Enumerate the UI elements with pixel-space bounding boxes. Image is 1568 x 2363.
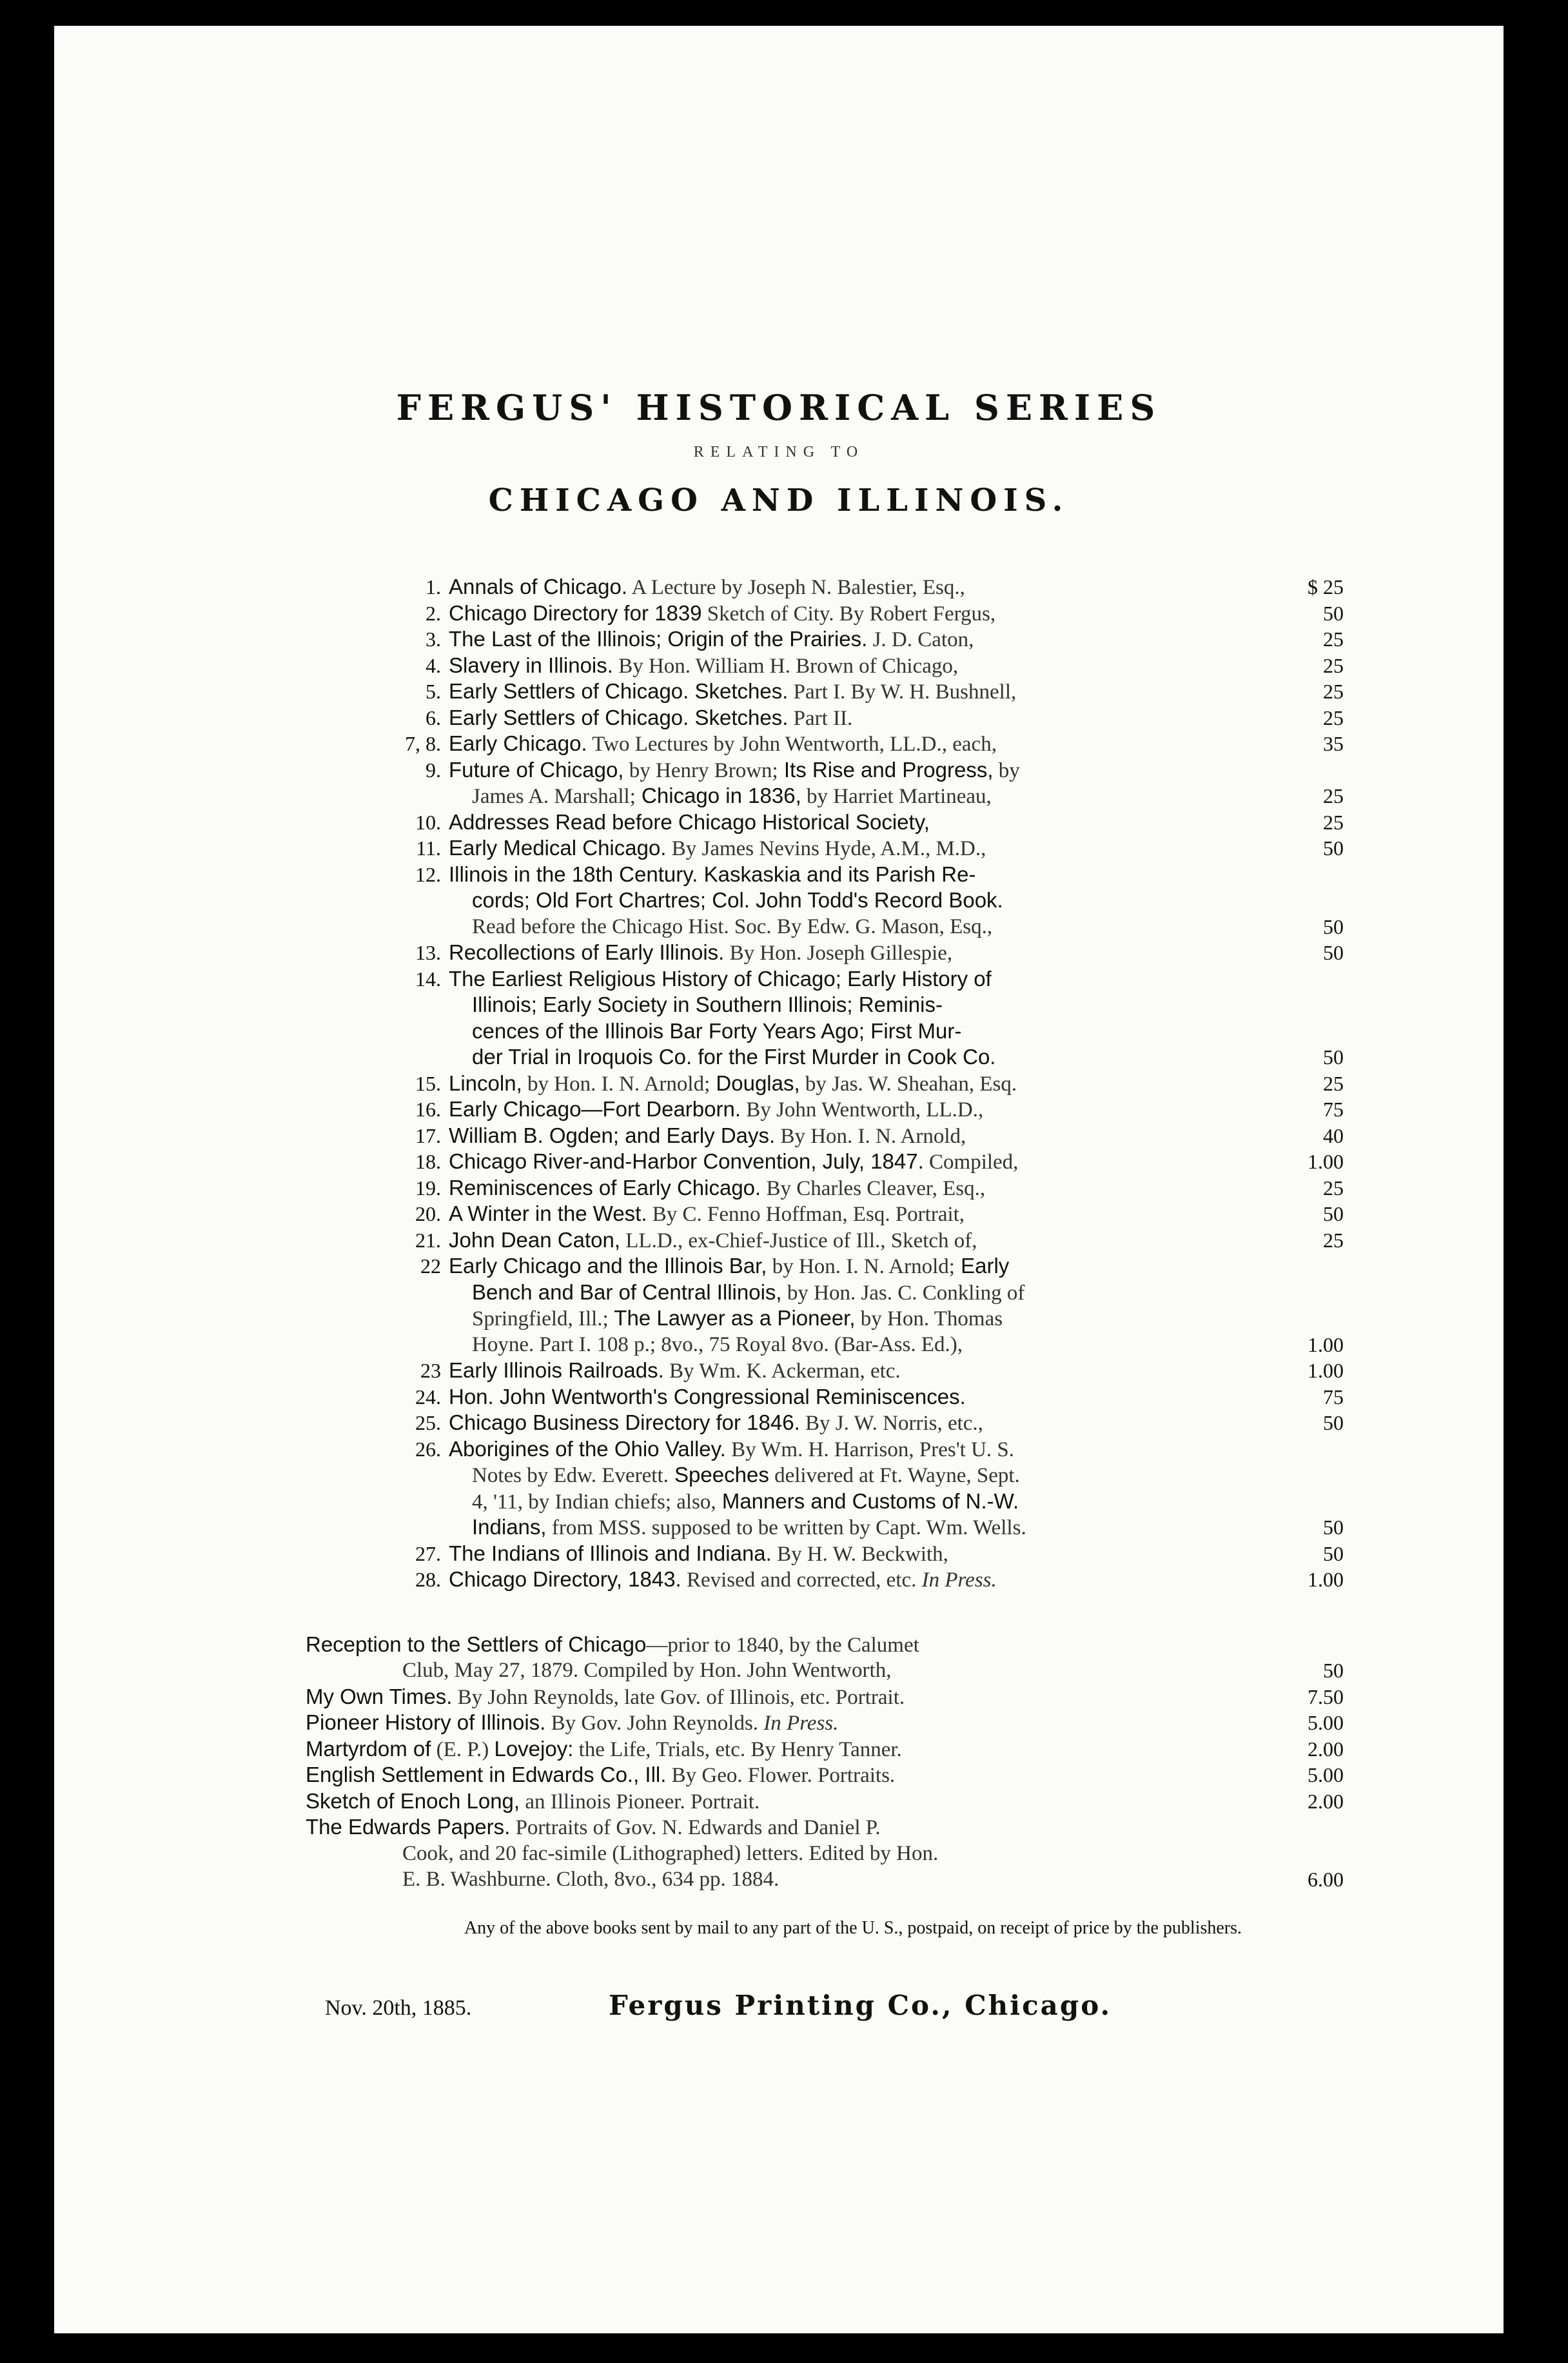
entry-line (449, 1096, 983, 1123)
book-detail-text: Two Lectures by John Wentworth, LL.D., each, (587, 733, 997, 756)
footer-publisher: Fergus Printing Co., Chicago. (609, 1989, 1112, 2021)
price: 50 (1323, 1045, 1344, 1069)
entry-line (306, 1710, 838, 1736)
book-detail-text: By Geo. Flower. Portraits. (666, 1764, 896, 1787)
book-detail-text: By Hon. Joseph Gillespie, (724, 942, 953, 965)
entry-line (449, 1358, 901, 1384)
book-title-text: Chicago Directory, 1843. (449, 1567, 681, 1591)
book-detail-text: By Hon. I. N. Arnold, (775, 1124, 966, 1148)
entry-line (306, 1762, 895, 1788)
book-detail-text: By James Nevins Hyde, A.M., M.D., (666, 837, 986, 860)
price: 1.00 (1308, 1332, 1344, 1356)
book-title-text: Lincoln, (449, 1071, 522, 1095)
book-title-text: Illinois in the 18th Century. Kaskaskia and its Parish Re- (449, 862, 976, 886)
entry-line (449, 1384, 966, 1410)
item-number: 3. (426, 628, 441, 651)
book-title-text: Early Settlers of Chicago. Sketches. (449, 705, 789, 729)
book-detail-text: by Harriet Martineau, (801, 785, 992, 808)
series-region-title: CHICAGO AND ILLINOIS. (488, 482, 1070, 519)
book-detail-text: By Hon. William H. Brown of Chicago, (612, 654, 959, 678)
book-detail-text: the Life, Trials, etc. By Henry Tanner. (573, 1737, 902, 1761)
book-detail-text: By John Reynolds, late Gov. of Illinois, etc. Portrait. (452, 1685, 905, 1709)
book-title-text: Chicago in 1836, (635, 784, 801, 807)
price: 5.00 (1308, 1763, 1344, 1786)
price: 2.00 (1308, 1737, 1344, 1761)
book-title-text: A Winter in the West. (449, 1201, 647, 1225)
book-detail-text: Cook, and 20 fac-simile (Lithographed) letters. Edited by Hon. (402, 1841, 939, 1865)
book-title-text: Its Rise and Progress, (778, 757, 994, 782)
item-number: 7, 8. (405, 732, 441, 755)
entry-line (449, 1436, 1014, 1463)
book-title-text: cords; Old Fort Chartres; Col. John Todd's Record Book. (472, 888, 1003, 912)
book-title-text: The Last of the Illinois; Origin of the Prairies. (449, 627, 868, 651)
price: 40 (1323, 1123, 1344, 1147)
book-detail-text: by Hon. I. N. Arnold; (522, 1072, 710, 1096)
item-number: 1. (426, 575, 441, 598)
book-title-text: der Trial in Iroquois Co. for the First Murder in Cook Co. (472, 1045, 996, 1069)
book-title-text: Chicago Business Directory for 1846. (449, 1410, 800, 1434)
footer-date: Nov. 20th, 1885. (325, 1995, 472, 2020)
item-number: 16. (415, 1098, 441, 1121)
item-number: 4. (426, 653, 441, 677)
book-title-text: John Dean Caton, (449, 1227, 621, 1252)
entry-line (472, 1488, 1019, 1515)
item-number: 13. (415, 941, 441, 964)
price: 25 (1323, 653, 1344, 677)
book-title-text: The Edwards Papers. (306, 1815, 511, 1839)
book-title-text: Chicago Directory for 1839 (449, 600, 702, 625)
book-title-text: Reminiscences of Early Chicago. (449, 1175, 761, 1200)
price: 50 (1323, 1516, 1344, 1539)
series-title: FERGUS' HISTORICAL SERIES (396, 387, 1162, 428)
book-title-text: Early Medical Chicago. (449, 836, 667, 860)
item-number: 21. (415, 1228, 441, 1252)
price: 7.50 (1308, 1685, 1344, 1708)
price: 6.00 (1308, 1868, 1344, 1891)
entry-line (449, 1253, 1009, 1280)
entry-line (472, 1018, 961, 1045)
book-detail-text: E. B. Washburne. Cloth, 8vo., 634 pp. 1884. (402, 1868, 779, 1891)
book-detail-text: Revised and corrected, etc. (681, 1568, 922, 1592)
entry-line (449, 940, 952, 966)
book-detail-text: 4, '11, by Indian chiefs; also, (472, 1490, 716, 1514)
item-number: 14. (415, 967, 441, 991)
book-detail-text: Springfield, Ill.; (472, 1307, 609, 1330)
book-title-text: Recollections of Early Illinois. (449, 940, 725, 964)
item-number: 12. (415, 862, 441, 886)
book-title-text: Future of Chicago, (449, 757, 624, 782)
price: 25 (1323, 1176, 1344, 1200)
entry-line (449, 1201, 965, 1227)
book-title-text: Bench and Bar of Central Illinois, (472, 1280, 782, 1304)
entry-line (449, 600, 995, 627)
price: 2.00 (1308, 1789, 1344, 1813)
price: 50 (1323, 1411, 1344, 1434)
catalogue-page (54, 26, 1504, 2333)
book-detail-text: by Hon. Thomas (855, 1307, 1003, 1330)
entry-line (449, 1123, 966, 1149)
book-detail-text: Part II. (788, 706, 853, 730)
price: 35 (1323, 732, 1344, 755)
book-title-text: Slavery in Illinois. (449, 653, 613, 677)
book-title-text: Lovejoy: (494, 1736, 574, 1761)
item-number: 17. (415, 1123, 441, 1147)
book-detail-text: Sketch of City. By Robert Fergus, (701, 602, 996, 626)
item-number: 9. (426, 758, 441, 782)
price: 50 (1323, 836, 1344, 860)
item-number: 11. (416, 836, 441, 860)
series-subtitle: RELATING TO (693, 444, 865, 460)
price: 1.00 (1308, 1359, 1344, 1382)
book-title-text: Speeches (668, 1463, 769, 1487)
book-detail-text: By J. W. Norris, etc., (799, 1412, 983, 1435)
book-title-text: Hon. John Wentworth's Congressional Reminiscences. (449, 1384, 966, 1409)
price: 75 (1323, 1385, 1344, 1409)
entry-line (402, 1841, 938, 1867)
book-title-text: William B. Ogden; and Early Days. (449, 1123, 776, 1147)
book-title-text: English Settlement in Edwards Co., Ill. (306, 1763, 667, 1786)
book-detail-text: by the Calumet (783, 1633, 919, 1657)
entry-line (402, 1657, 891, 1684)
item-number: 22 (420, 1254, 441, 1278)
item-number: 6. (426, 706, 441, 729)
book-title-text: Early (954, 1254, 1010, 1278)
book-detail-text: an Illinois Pioneer. Portrait. (520, 1790, 760, 1814)
book-title-text: My Own Times. (306, 1684, 453, 1708)
price: $ 25 (1308, 575, 1344, 598)
book-detail-text: By H. W. Beckwith, (771, 1542, 948, 1566)
entry-line (449, 757, 1020, 784)
price: 50 (1323, 1659, 1344, 1682)
item-number: 25. (415, 1411, 441, 1434)
item-number: 27. (415, 1541, 441, 1565)
entry-line (449, 1541, 948, 1567)
book-detail-text: by (993, 758, 1020, 782)
entry-line (449, 966, 992, 993)
entry-line (449, 731, 997, 757)
entry-line (449, 835, 986, 862)
price: 25 (1323, 810, 1344, 834)
entry-line (449, 1227, 977, 1254)
entry-line (306, 1814, 881, 1841)
book-title-text: Douglas, (710, 1071, 800, 1095)
book-detail-text: Club, May 27, 1879. Compiled by Hon. John Wentworth, (402, 1659, 892, 1682)
book-title-text: The Lawyer as a Pioneer, (608, 1306, 856, 1330)
book-detail-text: by Hon. I. N. Arnold; (767, 1255, 955, 1278)
book-title-text: Manners and Customs of N.-W. (716, 1488, 1019, 1513)
book-title-text: Reception to the Settlers of Chicago (306, 1632, 647, 1656)
item-number: 2. (426, 601, 441, 625)
entry-line (449, 1567, 997, 1593)
book-detail-text: Compiled, (923, 1151, 1019, 1174)
book-detail-text: by Hon. Jas. C. Conkling of (781, 1281, 1025, 1305)
price: 50 (1323, 1202, 1344, 1225)
price: 1.00 (1308, 1150, 1344, 1173)
book-title-text: cences of the Illinois Bar Forty Years Ago; First Mur- (472, 1018, 962, 1043)
book-detail-text: from MSS. supposed to be written by Capt. Wm. Wells. (546, 1516, 1026, 1539)
entry-line (449, 626, 974, 653)
item-number: 20. (415, 1202, 441, 1225)
entry-line (449, 705, 852, 731)
price: 25 (1323, 706, 1344, 729)
price: 50 (1323, 601, 1344, 625)
book-title-text: Annals of Chicago. (449, 575, 628, 598)
book-title-text: Martyrdom of (306, 1736, 431, 1761)
entry-line (472, 1332, 963, 1358)
price: 50 (1323, 941, 1344, 964)
book-detail-text: A Lecture by Joseph N. Balestier, Esq., (627, 576, 965, 599)
book-title-text: Aborigines of the Ohio Valley. (449, 1436, 726, 1461)
book-title-text: The Indians of Illinois and Indiana. (449, 1541, 772, 1565)
entry-line (449, 1149, 1018, 1175)
price: 50 (1323, 1541, 1344, 1565)
item-number: 23 (420, 1359, 441, 1382)
book-title-text: Early Chicago—Fort Dearborn. (449, 1097, 741, 1121)
book-detail-text: By John Wentworth, LL.D., (741, 1098, 984, 1122)
book-title-text: Early Chicago. (449, 731, 587, 755)
book-title-text: Early Settlers of Chicago. Sketches. (449, 679, 789, 703)
entry-line (306, 1632, 919, 1658)
book-detail-text: Part I. By W. H. Bushnell, (788, 680, 1017, 704)
book-detail-text: By Gov. John Reynolds. (545, 1712, 764, 1735)
entry-line (472, 1280, 1024, 1306)
price: 25 (1323, 784, 1344, 807)
book-detail-text: Portraits of Gov. N. Edwards and Daniel P. (510, 1816, 881, 1839)
entry-line (472, 887, 1003, 914)
book-detail-text: —prior to 1840, (646, 1633, 784, 1657)
book-title-text: Illinois; Early Society in Southern Illinois; Reminis- (472, 993, 943, 1016)
entry-line (449, 809, 930, 836)
entry-line (472, 783, 992, 809)
book-detail-text: In Press. (921, 1568, 997, 1592)
book-detail-text: By Wm. K. Ackerman, etc. (663, 1359, 901, 1383)
price: 25 (1323, 628, 1344, 651)
book-title-text: Indians, (472, 1515, 547, 1539)
item-number: 15. (415, 1071, 441, 1095)
entry-line (449, 862, 975, 888)
price: 5.00 (1308, 1711, 1344, 1734)
item-number: 28. (415, 1568, 441, 1591)
book-detail-text: by Henry Brown; (623, 758, 778, 782)
price: 25 (1323, 680, 1344, 703)
entry-line (472, 1462, 1020, 1488)
book-detail-text: By C. Fenno Hoffman, Esq. Portrait, (647, 1203, 965, 1226)
book-detail-text: Read before the Chicago Hist. Soc. By Edw. G. Mason, Esq., (472, 915, 993, 938)
entry-line (402, 1866, 779, 1893)
book-detail-text: delivered at Ft. Wayne, Sept. (769, 1464, 1020, 1487)
book-detail-text: Hoyne. Part I. 108 p.; 8vo., 75 Royal 8vo. (Bar-Ass. Ed.), (472, 1332, 963, 1356)
price: 25 (1323, 1071, 1344, 1095)
book-detail-text: (E. P.) (431, 1737, 495, 1761)
book-title-text: Pioneer History of Illinois. (306, 1710, 546, 1734)
entry-line (449, 574, 965, 600)
mail-order-notice: Any of the above books sent by mail to any part of the U. S., postpaid, on receipt of price by the publishers. (464, 1917, 1242, 1938)
book-detail-text: In Press. (763, 1712, 839, 1735)
book-detail-text: LL.D., ex-Chief-Justice of Ill., Sketch of, (620, 1229, 977, 1252)
book-title-text: Addresses Read before Chicago Historical Society, (449, 809, 930, 834)
item-number: 18. (415, 1150, 441, 1173)
entry-line (472, 914, 992, 940)
price: 50 (1323, 915, 1344, 938)
entry-line (449, 678, 1016, 705)
price: 25 (1323, 1228, 1344, 1252)
book-title-text: Early Chicago and the Illinois Bar, (449, 1254, 767, 1278)
price: 75 (1323, 1098, 1344, 1121)
item-number: 26. (415, 1437, 441, 1461)
entry-line (472, 1305, 1003, 1332)
item-number: 24. (415, 1385, 441, 1409)
book-detail-text: J. D. Caton, (867, 628, 974, 651)
entry-line (306, 1736, 902, 1763)
book-title-text: Early Illinois Railroads. (449, 1358, 664, 1382)
entry-line (449, 1175, 985, 1201)
entry-line (449, 1410, 983, 1436)
item-number: 5. (426, 680, 441, 703)
book-detail-text: James A. Marshall; (472, 785, 636, 808)
book-detail-text: By Charles Cleaver, Esq., (761, 1176, 986, 1200)
item-number: 10. (415, 810, 441, 834)
book-title-text: Sketch of Enoch Long, (306, 1788, 520, 1813)
book-title-text: Chicago River-and-Harbor Convention, July, 1847. (449, 1149, 924, 1173)
entry-line (449, 653, 958, 679)
book-detail-text: by Jas. W. Sheahan, Esq. (799, 1072, 1017, 1096)
entry-line (449, 1071, 1017, 1097)
entry-line (306, 1684, 905, 1710)
entry-line (472, 1514, 1026, 1541)
entry-line (472, 992, 943, 1018)
price: 1.00 (1308, 1568, 1344, 1591)
entry-line (472, 1044, 995, 1071)
book-detail-text: By Wm. H. Harrison, Pres't U. S. (725, 1438, 1015, 1461)
item-number: 19. (415, 1176, 441, 1200)
book-detail-text: Notes by Edw. Everett. (472, 1464, 669, 1487)
book-title-text: The Earliest Religious History of Chicago; Early History of (449, 966, 992, 991)
entry-line (306, 1788, 760, 1815)
